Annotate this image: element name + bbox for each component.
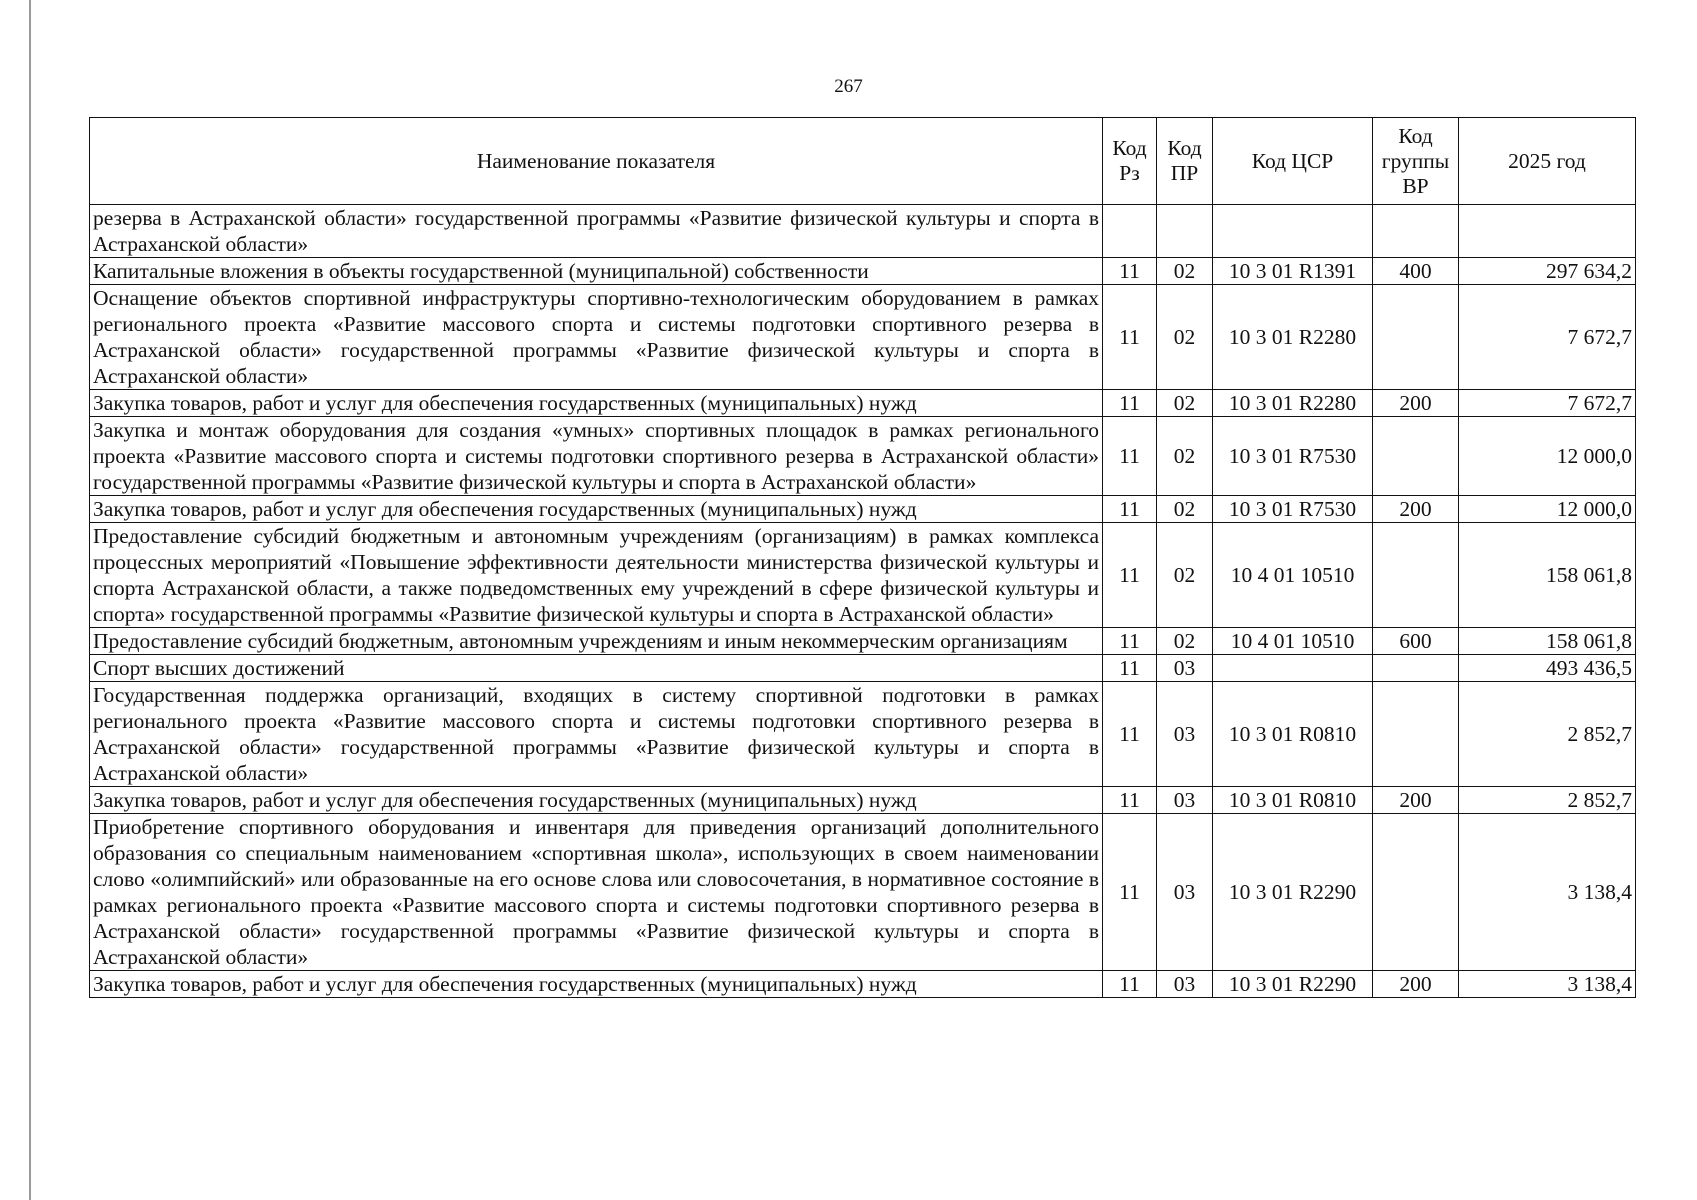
cell-vr: 200 xyxy=(1373,971,1459,998)
table-row xyxy=(90,523,1636,628)
cell-pr: 02 xyxy=(1157,258,1213,285)
cell-vr: 200 xyxy=(1373,496,1459,523)
cell-csr: 10 4 01 10510 xyxy=(1213,523,1373,628)
cell-name: Закупка и монтаж оборудования для создания «умных» спортивных площадок в рамках регионального проекта «Развитие массового спорта и системы подготовки спортивного резерва в Астраханской области» государственной программы «Развитие физической культуры и спорта в Астраханской области» xyxy=(90,417,1103,496)
cell-vr xyxy=(1373,523,1459,628)
cell-rz: 11 xyxy=(1103,417,1157,496)
cell-amount: 158 061,8 xyxy=(1459,523,1636,628)
cell-rz: 11 xyxy=(1103,258,1157,285)
table-row xyxy=(90,787,1636,814)
cell-csr: 10 3 01 R7530 xyxy=(1213,496,1373,523)
table-row xyxy=(90,814,1636,971)
cell-csr: 10 3 01 R2280 xyxy=(1213,285,1373,390)
cell-name: Предоставление субсидий бюджетным, автономным учреждениям и иным некоммерческим организациям xyxy=(90,628,1103,655)
cell-csr: 10 3 01 R1391 xyxy=(1213,258,1373,285)
cell-name: Приобретение спортивного оборудования и инвентаря для приведения организаций дополнительного образования со специальным наименованием «спортивная школа», использующих в своем наименовании слово «олимпийский» или образованные на его основе слова или словосочетания, в нормативное состояние в рамках регионального проекта «Развитие массового спорта и системы подготовки спортивного резерва в Астраханской области» государственной программы «Развитие физической культуры и спорта в Астраханской области» xyxy=(90,814,1103,971)
cell-name: Спорт высших достижений xyxy=(90,655,1103,682)
cell-csr xyxy=(1213,205,1373,258)
cell-pr: 02 xyxy=(1157,390,1213,417)
cell-name: Капитальные вложения в объекты государственной (муниципальной) собственности xyxy=(90,258,1103,285)
cell-rz: 11 xyxy=(1103,496,1157,523)
header-pr: Код ПР xyxy=(1157,118,1213,205)
cell-pr: 02 xyxy=(1157,628,1213,655)
table-row xyxy=(90,205,1636,258)
cell-rz: 11 xyxy=(1103,971,1157,998)
cell-vr xyxy=(1373,655,1459,682)
cell-amount xyxy=(1459,205,1636,258)
cell-pr: 02 xyxy=(1157,417,1213,496)
cell-rz: 11 xyxy=(1103,682,1157,787)
cell-amount: 3 138,4 xyxy=(1459,814,1636,971)
cell-pr xyxy=(1157,205,1213,258)
cell-vr xyxy=(1373,205,1459,258)
cell-pr: 03 xyxy=(1157,814,1213,971)
left-margin-rule xyxy=(29,0,31,1200)
cell-amount: 493 436,5 xyxy=(1459,655,1636,682)
table-row xyxy=(90,971,1636,998)
table-body xyxy=(90,205,1636,998)
header-name: Наименование показателя xyxy=(90,118,1103,205)
cell-vr: 400 xyxy=(1373,258,1459,285)
header-csr: Код ЦСР xyxy=(1213,118,1373,205)
cell-csr: 10 3 01 R0810 xyxy=(1213,682,1373,787)
cell-pr: 02 xyxy=(1157,523,1213,628)
table-row xyxy=(90,390,1636,417)
cell-rz: 11 xyxy=(1103,814,1157,971)
cell-csr: 10 3 01 R2280 xyxy=(1213,390,1373,417)
cell-rz: 11 xyxy=(1103,628,1157,655)
cell-csr: 10 3 01 R2290 xyxy=(1213,814,1373,971)
cell-name: Предоставление субсидий бюджетным и автономным учреждениям (организациям) в рамках комплекса процессных мероприятий «Повышение эффективности деятельности министерства физической культуры и спорта Астраханской области, а также подведомственных ему учреждений в сфере физической культуры и спорта» государственной программы «Развитие физической культуры и спорта в Астраханской области» xyxy=(90,523,1103,628)
cell-amount: 2 852,7 xyxy=(1459,787,1636,814)
cell-csr: 10 4 01 10510 xyxy=(1213,628,1373,655)
cell-vr: 200 xyxy=(1373,390,1459,417)
cell-name: Государственная поддержка организаций, входящих в систему спортивной подготовки в рамках регионального проекта «Развитие массового спорта и системы подготовки спортивного резерва в Астраханской области» государственной программы «Развитие физической культуры и спорта в Астраханской области» xyxy=(90,682,1103,787)
cell-amount: 158 061,8 xyxy=(1459,628,1636,655)
cell-name: Закупка товаров, работ и услуг для обеспечения государственных (муниципальных) нужд xyxy=(90,390,1103,417)
table-header-row xyxy=(90,118,1636,205)
cell-amount: 7 672,7 xyxy=(1459,285,1636,390)
cell-amount: 7 672,7 xyxy=(1459,390,1636,417)
table-row xyxy=(90,682,1636,787)
budget-table xyxy=(89,117,1636,998)
cell-name: Закупка товаров, работ и услуг для обеспечения государственных (муниципальных) нужд xyxy=(90,971,1103,998)
cell-vr xyxy=(1373,417,1459,496)
cell-rz: 11 xyxy=(1103,285,1157,390)
cell-csr xyxy=(1213,655,1373,682)
page-number: 267 xyxy=(834,76,863,97)
table-row xyxy=(90,258,1636,285)
table-row xyxy=(90,417,1636,496)
cell-vr: 200 xyxy=(1373,787,1459,814)
cell-csr: 10 3 01 R7530 xyxy=(1213,417,1373,496)
cell-amount: 12 000,0 xyxy=(1459,496,1636,523)
cell-csr: 10 3 01 R2290 xyxy=(1213,971,1373,998)
header-vr: Код группы ВР xyxy=(1373,118,1459,205)
cell-amount: 2 852,7 xyxy=(1459,682,1636,787)
cell-amount: 3 138,4 xyxy=(1459,971,1636,998)
table-row xyxy=(90,628,1636,655)
cell-vr xyxy=(1373,814,1459,971)
table-row xyxy=(90,496,1636,523)
cell-name: Закупка товаров, работ и услуг для обеспечения государственных (муниципальных) нужд xyxy=(90,496,1103,523)
cell-csr: 10 3 01 R0810 xyxy=(1213,787,1373,814)
cell-vr xyxy=(1373,682,1459,787)
header-year: 2025 год xyxy=(1459,118,1636,205)
cell-rz: 11 xyxy=(1103,787,1157,814)
cell-rz: 11 xyxy=(1103,523,1157,628)
table-row xyxy=(90,655,1636,682)
cell-pr: 02 xyxy=(1157,496,1213,523)
cell-name: Оснащение объектов спортивной инфраструктуры спортивно-технологическим оборудованием в рамках регионального проекта «Развитие массового спорта и системы подготовки спортивного резерва в Астраханской области» государственной программы «Развитие физической культуры и спорта в Астраханской области» xyxy=(90,285,1103,390)
header-rz: Код Рз xyxy=(1103,118,1157,205)
cell-rz: 11 xyxy=(1103,655,1157,682)
cell-vr: 600 xyxy=(1373,628,1459,655)
cell-rz xyxy=(1103,205,1157,258)
cell-amount: 12 000,0 xyxy=(1459,417,1636,496)
cell-pr: 03 xyxy=(1157,682,1213,787)
table-row xyxy=(90,285,1636,390)
cell-pr: 03 xyxy=(1157,655,1213,682)
cell-vr xyxy=(1373,285,1459,390)
cell-rz: 11 xyxy=(1103,390,1157,417)
cell-pr: 03 xyxy=(1157,971,1213,998)
cell-name: Закупка товаров, работ и услуг для обеспечения государственных (муниципальных) нужд xyxy=(90,787,1103,814)
cell-amount: 297 634,2 xyxy=(1459,258,1636,285)
cell-pr: 02 xyxy=(1157,285,1213,390)
cell-name: резерва в Астраханской области» государственной программы «Развитие физической культуры и спорта в Астраханской области» xyxy=(90,205,1103,258)
cell-pr: 03 xyxy=(1157,787,1213,814)
